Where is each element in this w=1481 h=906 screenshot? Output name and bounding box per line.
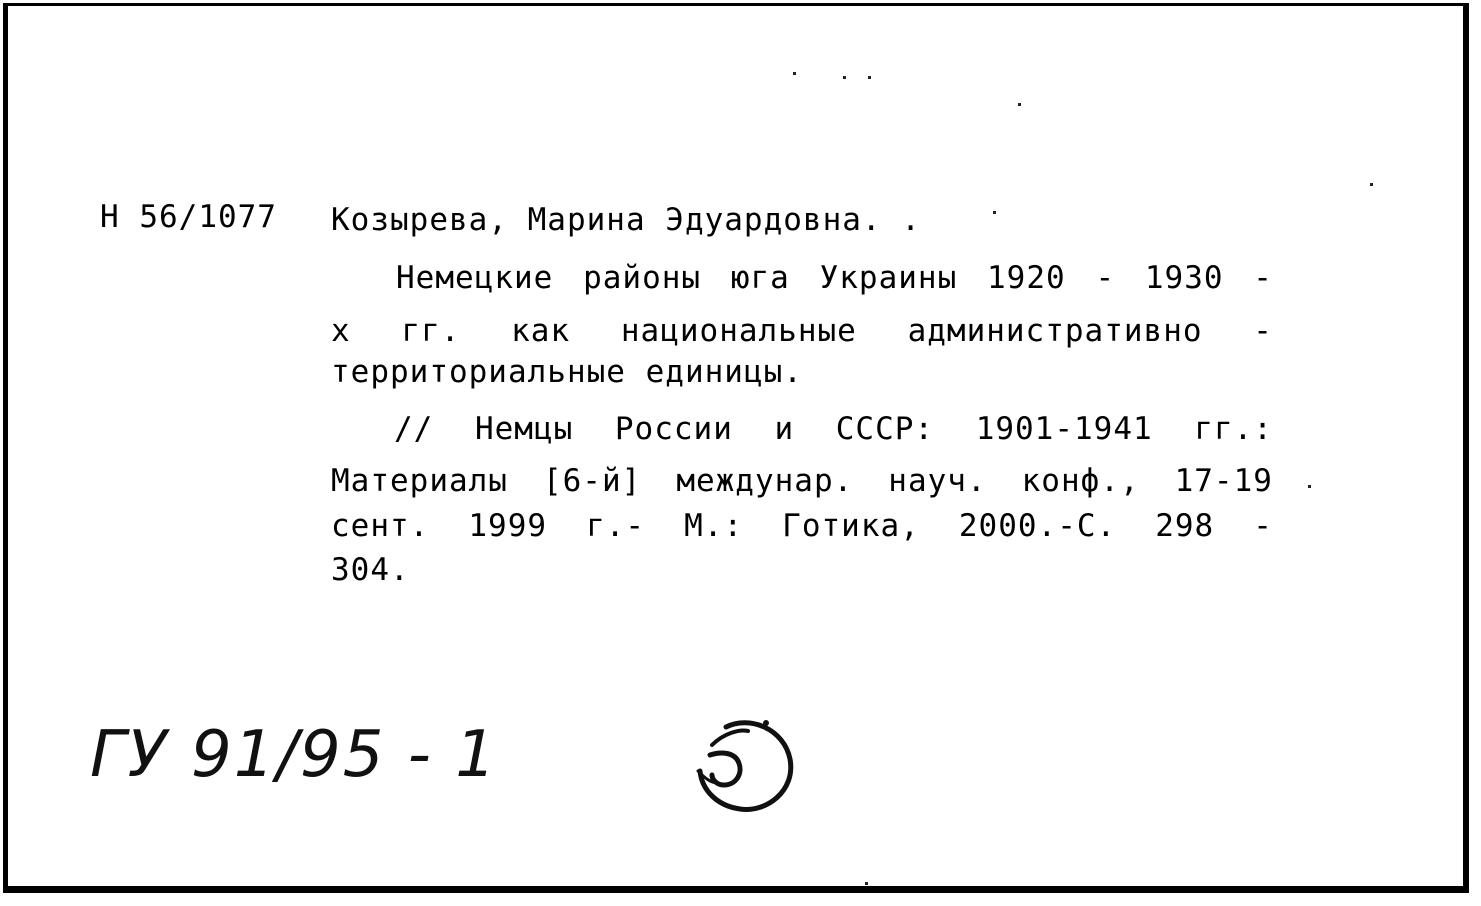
title-line-1 bbox=[396, 255, 1273, 301]
word: х bbox=[331, 313, 351, 349]
word: 1920 bbox=[987, 260, 1066, 296]
word: Украины bbox=[819, 260, 958, 296]
word: и bbox=[774, 411, 795, 447]
scan-speck bbox=[1370, 183, 1373, 186]
word: гг.: bbox=[1194, 411, 1273, 447]
source-line-3 bbox=[331, 503, 1273, 549]
scan-speck bbox=[993, 211, 996, 214]
word: - bbox=[1253, 313, 1273, 349]
word: науч. bbox=[888, 463, 987, 499]
scan-speck bbox=[865, 882, 868, 885]
scan-speck bbox=[843, 76, 846, 79]
word: 298 bbox=[1155, 508, 1215, 544]
word: - bbox=[1253, 508, 1273, 544]
word: как bbox=[511, 313, 571, 349]
word: М.: bbox=[684, 508, 744, 544]
scan-speck bbox=[1308, 485, 1311, 488]
word: г.- bbox=[586, 508, 646, 544]
word: Немецкие bbox=[396, 260, 554, 296]
word: гг. bbox=[401, 313, 461, 349]
scan-speck bbox=[1018, 103, 1021, 106]
word: - bbox=[1253, 260, 1273, 296]
word: национальные bbox=[620, 313, 857, 349]
word: конф., bbox=[1021, 463, 1140, 499]
word: // bbox=[394, 411, 434, 447]
word: Готика, bbox=[782, 508, 920, 544]
scan-speck bbox=[793, 72, 796, 75]
word: России bbox=[614, 411, 733, 447]
source-line-2 bbox=[331, 458, 1273, 504]
word: сент. bbox=[331, 508, 430, 544]
title-line-3: территориальные единицы. bbox=[331, 354, 803, 390]
word: административно bbox=[907, 313, 1203, 349]
source-line-4: 304. bbox=[331, 552, 410, 588]
word: юга bbox=[730, 260, 790, 296]
word: 17-19 bbox=[1174, 463, 1273, 499]
word: междунар. bbox=[676, 463, 854, 499]
word: 1999 bbox=[468, 508, 548, 544]
word: 2000.-С. bbox=[958, 508, 1117, 544]
title-line-2 bbox=[331, 308, 1273, 354]
scan-speck bbox=[868, 76, 871, 79]
word: районы bbox=[583, 260, 702, 296]
word: [6-й] bbox=[542, 463, 642, 499]
word: 1930 bbox=[1144, 260, 1224, 296]
word: СССР: bbox=[835, 411, 935, 447]
handwritten-call-number: ГУ 91/95 - 1 bbox=[90, 718, 498, 792]
catalog-card bbox=[3, 3, 1469, 893]
word: - bbox=[1095, 260, 1116, 296]
word: Немцы bbox=[474, 411, 574, 447]
shelfmark: Н 56/1077 bbox=[100, 199, 277, 235]
circled-mark-icon bbox=[688, 711, 800, 821]
word: Материалы bbox=[331, 463, 508, 499]
source-line-1 bbox=[394, 406, 1273, 452]
author-name: Козырева, Марина Эдуардовна. . bbox=[331, 202, 921, 238]
word: 1901-1941 bbox=[975, 411, 1153, 447]
